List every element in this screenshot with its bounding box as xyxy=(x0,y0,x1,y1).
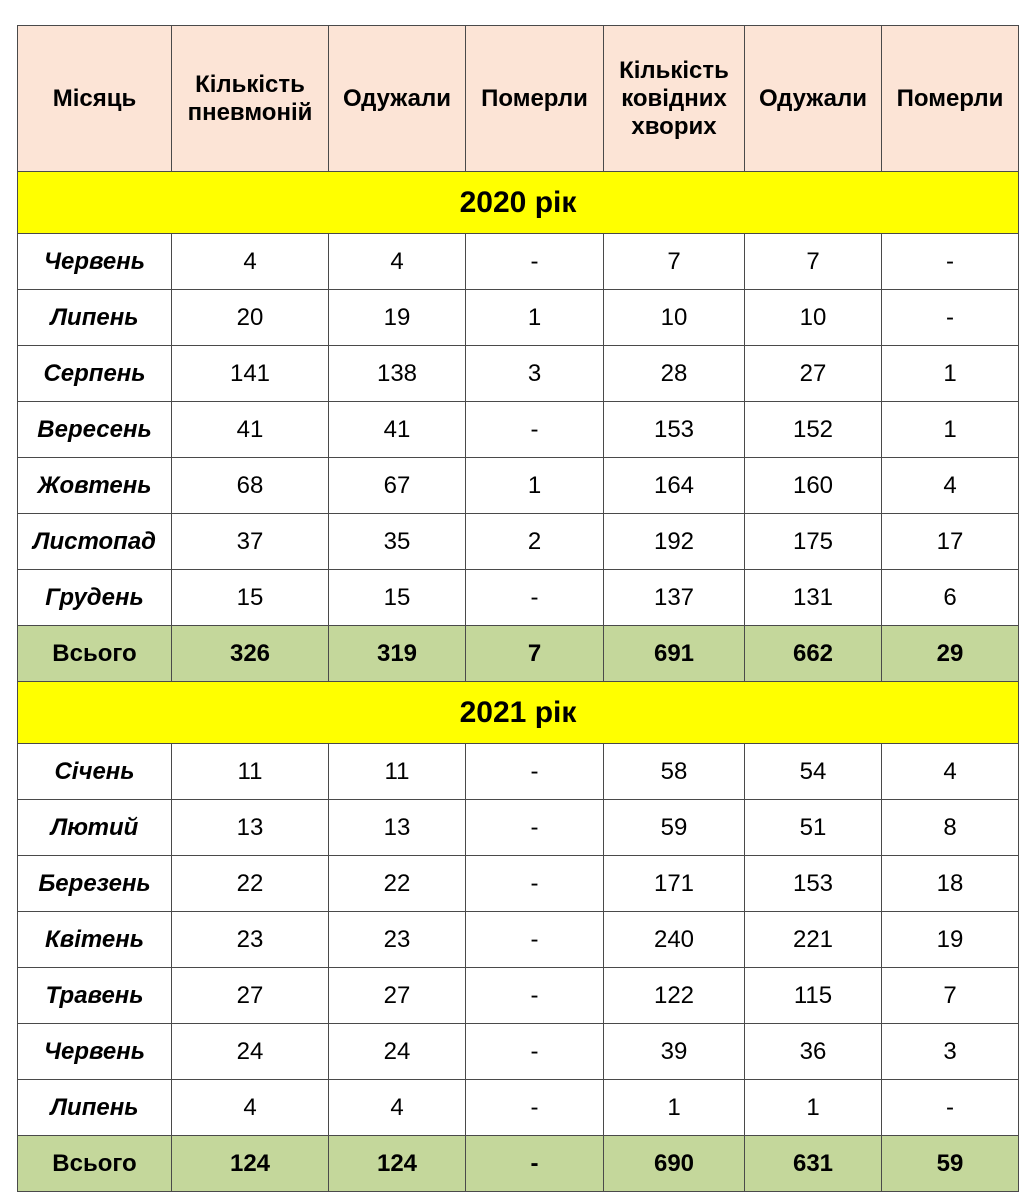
cell-month: Березень xyxy=(18,856,172,912)
statistics-table xyxy=(17,25,1019,1192)
cell-covid-died: - xyxy=(882,234,1019,290)
table-row xyxy=(18,1080,1019,1136)
cell-pneumonia-recovered: 67 xyxy=(329,458,466,514)
cell-month: Липень xyxy=(18,1080,172,1136)
cell-pneumonia-count: 11 xyxy=(172,744,329,800)
total-covid-count: 691 xyxy=(604,626,745,682)
total-covid-count: 690 xyxy=(604,1136,745,1192)
total-covid-died: 29 xyxy=(882,626,1019,682)
cell-covid-count: 59 xyxy=(604,800,745,856)
total-covid-recovered: 662 xyxy=(745,626,882,682)
cell-pneumonia-died: - xyxy=(466,234,604,290)
cell-month: Серпень xyxy=(18,346,172,402)
table-row xyxy=(18,912,1019,968)
cell-month: Жовтень xyxy=(18,458,172,514)
cell-pneumonia-count: 24 xyxy=(172,1024,329,1080)
cell-pneumonia-recovered: 24 xyxy=(329,1024,466,1080)
header-pneumonia-count: Кількість пневмоній xyxy=(172,26,329,172)
header-covid-recovered: Одужали xyxy=(745,26,882,172)
cell-covid-recovered: 175 xyxy=(745,514,882,570)
cell-covid-count: 192 xyxy=(604,514,745,570)
cell-month: Квітень xyxy=(18,912,172,968)
year-label: 2021 рік xyxy=(18,682,1019,744)
cell-covid-count: 28 xyxy=(604,346,745,402)
cell-pneumonia-count: 4 xyxy=(172,1080,329,1136)
cell-pneumonia-died: - xyxy=(466,570,604,626)
cell-covid-died: - xyxy=(882,1080,1019,1136)
cell-covid-count: 171 xyxy=(604,856,745,912)
table-row xyxy=(18,290,1019,346)
cell-pneumonia-count: 22 xyxy=(172,856,329,912)
cell-covid-died: 4 xyxy=(882,744,1019,800)
cell-covid-count: 240 xyxy=(604,912,745,968)
header-month: Місяць xyxy=(18,26,172,172)
total-pneumonia-recovered: 124 xyxy=(329,1136,466,1192)
cell-pneumonia-recovered: 11 xyxy=(329,744,466,800)
cell-covid-died: 3 xyxy=(882,1024,1019,1080)
cell-covid-recovered: 131 xyxy=(745,570,882,626)
cell-covid-died: 17 xyxy=(882,514,1019,570)
cell-covid-died: 8 xyxy=(882,800,1019,856)
total-covid-died: 59 xyxy=(882,1136,1019,1192)
cell-covid-count: 122 xyxy=(604,968,745,1024)
cell-covid-count: 7 xyxy=(604,234,745,290)
cell-month: Червень xyxy=(18,234,172,290)
header-row xyxy=(18,26,1019,172)
cell-pneumonia-recovered: 35 xyxy=(329,514,466,570)
total-pneumonia-count: 326 xyxy=(172,626,329,682)
table-row xyxy=(18,458,1019,514)
cell-pneumonia-died: - xyxy=(466,800,604,856)
cell-covid-recovered: 54 xyxy=(745,744,882,800)
table-row xyxy=(18,570,1019,626)
cell-pneumonia-died: - xyxy=(466,912,604,968)
table-row xyxy=(18,514,1019,570)
cell-covid-died: 1 xyxy=(882,402,1019,458)
cell-pneumonia-count: 4 xyxy=(172,234,329,290)
table-row xyxy=(18,234,1019,290)
total-covid-recovered: 631 xyxy=(745,1136,882,1192)
cell-covid-recovered: 115 xyxy=(745,968,882,1024)
cell-month: Вересень xyxy=(18,402,172,458)
cell-pneumonia-died: - xyxy=(466,402,604,458)
table-row xyxy=(18,744,1019,800)
cell-pneumonia-recovered: 15 xyxy=(329,570,466,626)
table-row xyxy=(18,346,1019,402)
cell-pneumonia-died: - xyxy=(466,968,604,1024)
cell-covid-recovered: 7 xyxy=(745,234,882,290)
cell-covid-recovered: 51 xyxy=(745,800,882,856)
cell-pneumonia-recovered: 23 xyxy=(329,912,466,968)
total-month: Всього xyxy=(18,1136,172,1192)
header-pneumonia-recovered: Одужали xyxy=(329,26,466,172)
cell-covid-count: 58 xyxy=(604,744,745,800)
cell-pneumonia-recovered: 138 xyxy=(329,346,466,402)
cell-covid-died: 6 xyxy=(882,570,1019,626)
total-pneumonia-recovered: 319 xyxy=(329,626,466,682)
cell-covid-recovered: 1 xyxy=(745,1080,882,1136)
cell-month: Січень xyxy=(18,744,172,800)
table-row xyxy=(18,800,1019,856)
cell-month: Листопад xyxy=(18,514,172,570)
table-row xyxy=(18,856,1019,912)
cell-covid-died: 18 xyxy=(882,856,1019,912)
cell-pneumonia-died: 2 xyxy=(466,514,604,570)
cell-covid-count: 153 xyxy=(604,402,745,458)
cell-covid-recovered: 152 xyxy=(745,402,882,458)
cell-covid-count: 164 xyxy=(604,458,745,514)
total-row xyxy=(18,626,1019,682)
cell-pneumonia-died: 1 xyxy=(466,290,604,346)
cell-covid-died: 1 xyxy=(882,346,1019,402)
cell-pneumonia-count: 37 xyxy=(172,514,329,570)
cell-month: Травень xyxy=(18,968,172,1024)
cell-covid-recovered: 27 xyxy=(745,346,882,402)
cell-pneumonia-recovered: 4 xyxy=(329,234,466,290)
cell-covid-died: 4 xyxy=(882,458,1019,514)
total-month: Всього xyxy=(18,626,172,682)
cell-pneumonia-count: 23 xyxy=(172,912,329,968)
cell-covid-recovered: 36 xyxy=(745,1024,882,1080)
table-row xyxy=(18,1024,1019,1080)
cell-pneumonia-recovered: 41 xyxy=(329,402,466,458)
cell-covid-count: 39 xyxy=(604,1024,745,1080)
cell-covid-count: 137 xyxy=(604,570,745,626)
total-pneumonia-count: 124 xyxy=(172,1136,329,1192)
cell-pneumonia-count: 13 xyxy=(172,800,329,856)
cell-covid-recovered: 221 xyxy=(745,912,882,968)
cell-pneumonia-died: - xyxy=(466,744,604,800)
cell-pneumonia-died: - xyxy=(466,1024,604,1080)
total-pneumonia-died: - xyxy=(466,1136,604,1192)
total-row xyxy=(18,1136,1019,1192)
cell-pneumonia-count: 27 xyxy=(172,968,329,1024)
cell-covid-recovered: 153 xyxy=(745,856,882,912)
cell-month: Липень xyxy=(18,290,172,346)
cell-pneumonia-died: - xyxy=(466,1080,604,1136)
cell-covid-count: 10 xyxy=(604,290,745,346)
cell-pneumonia-count: 68 xyxy=(172,458,329,514)
year-row xyxy=(18,682,1019,744)
cell-pneumonia-recovered: 4 xyxy=(329,1080,466,1136)
cell-pneumonia-count: 141 xyxy=(172,346,329,402)
table-row xyxy=(18,402,1019,458)
cell-pneumonia-count: 20 xyxy=(172,290,329,346)
cell-month: Червень xyxy=(18,1024,172,1080)
cell-pneumonia-recovered: 22 xyxy=(329,856,466,912)
cell-pneumonia-count: 15 xyxy=(172,570,329,626)
cell-pneumonia-recovered: 13 xyxy=(329,800,466,856)
cell-covid-recovered: 10 xyxy=(745,290,882,346)
year-label: 2020 рік xyxy=(18,172,1019,234)
cell-pneumonia-died: 1 xyxy=(466,458,604,514)
cell-covid-died: 7 xyxy=(882,968,1019,1024)
year-row xyxy=(18,172,1019,234)
cell-pneumonia-died: - xyxy=(466,856,604,912)
header-covid-count: Кількість ковідних хворих xyxy=(604,26,745,172)
cell-covid-died: 19 xyxy=(882,912,1019,968)
cell-covid-died: - xyxy=(882,290,1019,346)
cell-covid-count: 1 xyxy=(604,1080,745,1136)
cell-pneumonia-died: 3 xyxy=(466,346,604,402)
table-row xyxy=(18,968,1019,1024)
cell-pneumonia-recovered: 19 xyxy=(329,290,466,346)
cell-month: Лютий xyxy=(18,800,172,856)
header-pneumonia-died: Померли xyxy=(466,26,604,172)
total-pneumonia-died: 7 xyxy=(466,626,604,682)
cell-month: Грудень xyxy=(18,570,172,626)
cell-covid-recovered: 160 xyxy=(745,458,882,514)
header-covid-died: Померли xyxy=(882,26,1019,172)
cell-pneumonia-recovered: 27 xyxy=(329,968,466,1024)
cell-pneumonia-count: 41 xyxy=(172,402,329,458)
